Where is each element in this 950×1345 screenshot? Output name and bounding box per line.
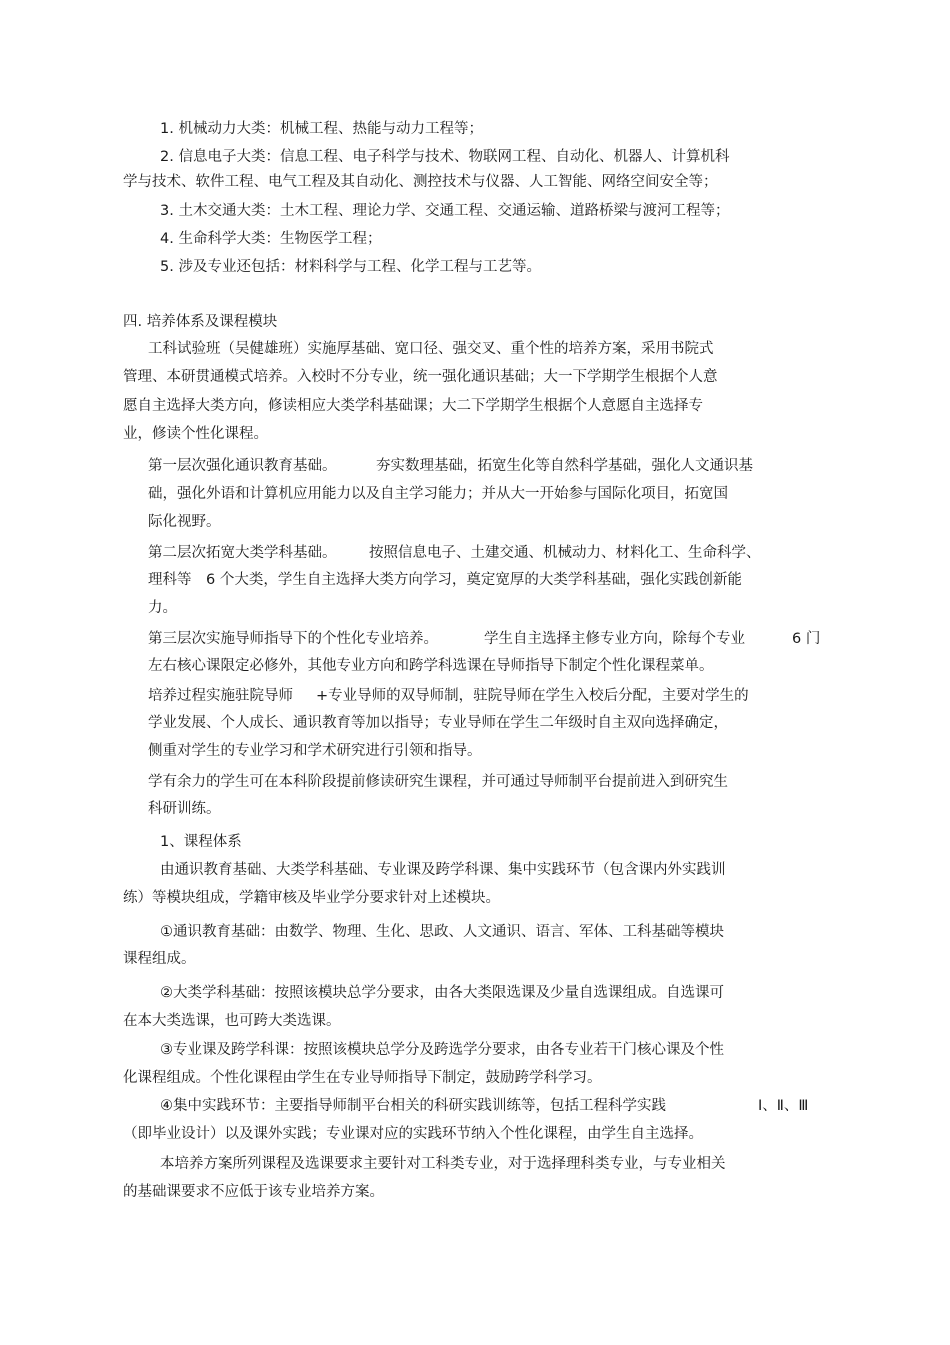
note-line: 的基础课要求不应低于该专业培养方案。 [123,1184,384,1200]
module-major-courses: 化课程组成。个性化课程由学生在专业导师指导下制定，鼓励跨学科学习。 [123,1070,602,1086]
major-item-civil: 3. 土木交通大类：土木工程、理论力学、交通工程、交通运输、道路桥梁与渡河工程等； [160,203,730,219]
major-item-life-science: 4. 生命科学大类：生物医学工程； [160,231,382,247]
level3-title: 第三层次实施导师指导下的个性化专业培养。 [148,631,438,647]
mentor-line: 学业发展、个人成长、通识教育等加以指导；专业导师在学生二年级时自主双向选择确定， [148,715,728,731]
module-practice: ④集中实践环节：主要指导师制平台相关的科研实践训练等，包括工程科学实践 [160,1098,666,1114]
module-discipline-foundation: ②大类学科基础：按照该模块总学分要求，由各大类限选课及少量自选课组成。自选课可 [160,985,724,1001]
level3-line: 6 门 [792,631,821,647]
intro-line: 工科试验班（吴健雄班）实施厚基础、宽口径、强交叉、重个性的培养方案，采用书院式 [148,341,714,357]
intro-line: 业，修读个性化课程。 [123,426,268,442]
intro-line: 愿自主选择大类方向，修读相应大类学科基础课；大二下学期学生根据个人意愿自主选择专 [123,398,703,414]
level2-line: 力。 [148,600,177,616]
intro-line: 管理、本研贯通模式培养。入校时不分专业，统一强化通识基础；大一下学期学生根据个人意 [123,369,718,385]
level1-line: 础，强化外语和计算机应用能力以及自主学习能力；并从大一开始参与国际化项目，拓宽国 [148,486,728,502]
level1-line: 夯实数理基础，拓宽生化等自然科学基础，强化人文通识基 [376,458,753,474]
level2-title: 第二层次拓宽大类学科基础。 [148,545,337,561]
module-general-education: 课程组成。 [123,951,196,967]
level2-line: 理科等 [148,572,192,588]
level3-line: 学生自主选择主修专业方向，除每个专业 [484,631,745,647]
major-item-information-cont: 学与技术、软件工程、电气工程及其自动化、测控技术与仪器、人工智能、网络空间安全等； [123,174,718,190]
module-major-courses: ③专业课及跨学科课：按照该模块总学分及跨选学分要求，由各专业若干门核心课及个性 [160,1042,724,1058]
mentor-line: 培养过程实施驻院导师 [148,688,293,704]
note-line: 本培养方案所列课程及选课要求主要针对工科类专业，对于选择理科类专业，与专业相关 [160,1156,726,1172]
grad-line: 学有余力的学生可在本科阶段提前修读研究生课程，并可通过导师制平台提前进入到研究生 [148,774,728,790]
module-discipline-foundation: 在本大类选课，也可跨大类选课。 [123,1013,341,1029]
section-heading: 四. 培养体系及课程模块 [123,314,278,330]
level1-title: 第一层次强化通识教育基础。 [148,458,337,474]
mentor-line: 侧重对学生的专业学习和学术研究进行引领和指导。 [148,743,482,759]
mentor-line: +专业导师的双导师制，驻院导师在学生入校后分配，主要对学生的 [316,688,749,704]
module-practice: （即毕业设计）以及课外实践；专业课对应的实践环节纳入个性化课程，由学生自主选择。 [123,1126,703,1142]
module-practice: Ⅰ、Ⅱ、Ⅲ [758,1098,809,1114]
level2-line: 按照信息电子、土建交通、机械动力、材料化工、生命科学、 [369,545,761,561]
major-item-others: 5. 涉及专业还包括：材料科学与工程、化学工程与工艺等。 [160,259,541,275]
course-system-intro: 由通识教育基础、大类学科基础、专业课及跨学科课、集中实践环节（包含课内外实践训 [160,862,726,878]
course-system-heading: 1、课程体系 [160,834,242,850]
level3-line: 左右核心课限定必修外，其他专业方向和跨学科选课在导师指导下制定个性化课程菜单。 [148,658,714,674]
level2-line: 6 个大类，学生自主选择大类方向学习，奠定宽厚的大类学科基础，强化实践创新能 [206,572,742,588]
course-system-intro: 练）等模块组成，学籍审核及毕业学分要求针对上述模块。 [123,890,500,906]
module-general-education: ①通识教育基础：由数学、物理、生化、思政、人文通识、语言、军体、工科基础等模块 [160,924,724,940]
major-item-information: 2. 信息电子大类：信息工程、电子科学与技术、物联网工程、自动化、机器人、计算机科 [160,149,730,165]
grad-line: 科研训练。 [148,801,221,817]
level1-line: 际化视野。 [148,514,221,530]
major-item-mechanical: 1. 机械动力大类：机械工程、热能与动力工程等； [160,121,483,137]
